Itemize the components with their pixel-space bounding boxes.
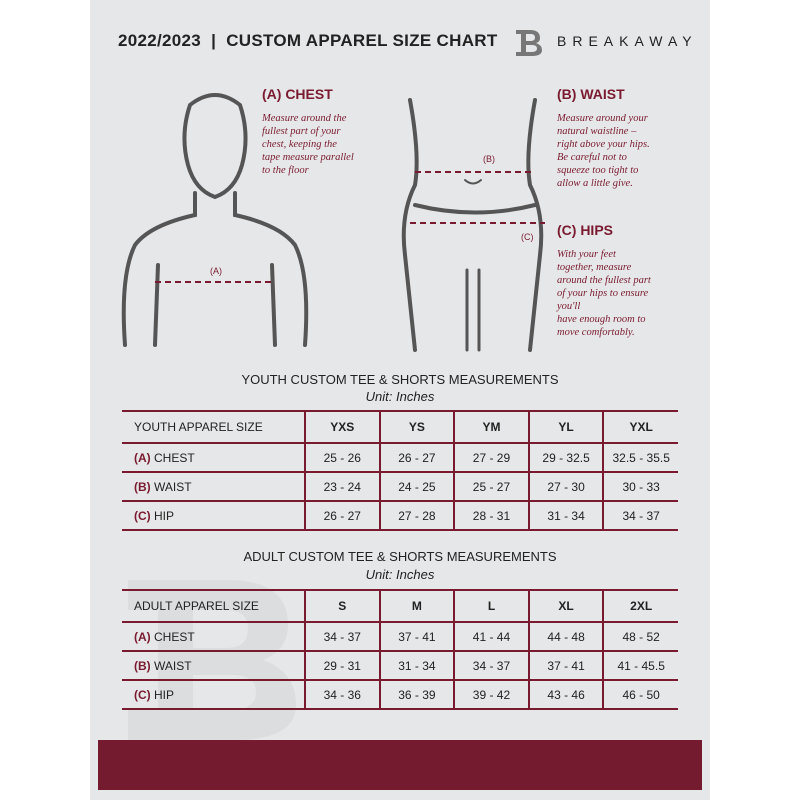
- description-line: chest, keeping the: [262, 139, 337, 150]
- header-row: [122, 590, 678, 622]
- size-label: YOUTH APPAREL SIZE: [122, 411, 305, 443]
- measure-value: 30 - 33: [603, 472, 678, 501]
- waist-description: [557, 112, 650, 190]
- measure-value: 36 - 39: [380, 680, 455, 709]
- description-line: fullest part of your: [262, 126, 341, 137]
- measure-value: 37 - 41: [380, 622, 455, 651]
- measure-name: WAIST: [154, 658, 192, 673]
- hips-marker: (C): [521, 232, 534, 242]
- measure-value: 27 - 29: [454, 443, 529, 472]
- youth-size-table: [122, 410, 678, 531]
- measure-code: (A): [134, 450, 151, 465]
- description-line: natural waistline –: [557, 126, 637, 137]
- measure-name: CHEST: [154, 450, 195, 465]
- description-line: right above your hips.: [557, 139, 650, 150]
- measure-name: WAIST: [154, 479, 192, 494]
- description-line: Be careful not to: [557, 152, 627, 163]
- description-line: together, measure: [557, 262, 632, 273]
- table-row: [122, 472, 678, 501]
- description-line: have enough room to: [557, 314, 646, 325]
- measure-label: [122, 622, 305, 651]
- measure-value: 29 - 31: [305, 651, 380, 680]
- measure-name: HIP: [154, 508, 175, 523]
- measure-code: (C): [134, 687, 151, 702]
- measure-name: CHEST: [154, 629, 195, 644]
- measure-code: (C): [134, 508, 151, 523]
- measure-value: 31 - 34: [380, 651, 455, 680]
- chest-description: [262, 112, 354, 177]
- description-line: squeeze too tight to: [557, 165, 639, 176]
- chest-marker: (A): [210, 266, 222, 276]
- header-row: [122, 411, 678, 443]
- measure-value: 34 - 37: [305, 622, 380, 651]
- size-header: M: [380, 590, 455, 622]
- measure-value: 24 - 25: [380, 472, 455, 501]
- hips-description: [557, 248, 651, 339]
- description-line: around the fullest part: [557, 275, 651, 286]
- adult-unit: Unit: Inches: [365, 567, 435, 582]
- description-line: to the floor: [262, 165, 309, 176]
- measure-value: 39 - 42: [454, 680, 529, 709]
- table-row: [122, 651, 678, 680]
- youth-unit: Unit: Inches: [365, 389, 435, 404]
- size-header: L: [454, 590, 529, 622]
- description-line: you'll: [557, 301, 581, 312]
- brand-name: BREAKAWAY: [557, 33, 698, 49]
- size-header: YXL: [603, 411, 678, 443]
- table-row: [122, 501, 678, 530]
- size-label: ADULT APPAREL SIZE: [122, 590, 305, 622]
- size-header: YXS: [305, 411, 380, 443]
- adult-size-table: [122, 589, 678, 710]
- hips-heading: (C) HIPS: [557, 222, 613, 238]
- footer-bar: [98, 740, 702, 790]
- size-header: 2XL: [603, 590, 678, 622]
- description-line: allow a little give.: [557, 178, 633, 189]
- measure-value: 32.5 - 35.5: [603, 443, 678, 472]
- description-line: move comfortably.: [557, 327, 635, 338]
- measure-value: 28 - 31: [454, 501, 529, 530]
- measure-value: 31 - 34: [529, 501, 604, 530]
- measure-value: 25 - 27: [454, 472, 529, 501]
- description-line: of your hips to ensure: [557, 288, 649, 299]
- table-row: [122, 622, 678, 651]
- measure-code: (A): [134, 629, 151, 644]
- measure-label: [122, 472, 305, 501]
- size-header: YM: [454, 411, 529, 443]
- chest-heading: (A) CHEST: [262, 86, 333, 102]
- waist-marker: (B): [483, 154, 495, 164]
- waist-heading: (B) WAIST: [557, 86, 625, 102]
- measure-value: 26 - 27: [380, 443, 455, 472]
- description-line: Measure around your: [557, 113, 648, 124]
- measure-value: 46 - 50: [603, 680, 678, 709]
- measure-value: 34 - 36: [305, 680, 380, 709]
- measure-label: [122, 651, 305, 680]
- measure-value: 34 - 37: [454, 651, 529, 680]
- measure-value: 48 - 52: [603, 622, 678, 651]
- measure-name: HIP: [154, 687, 175, 702]
- measure-code: (B): [134, 479, 151, 494]
- size-header: YS: [380, 411, 455, 443]
- measure-label: [122, 501, 305, 530]
- measure-value: 26 - 27: [305, 501, 380, 530]
- size-header: S: [305, 590, 380, 622]
- youth-table-title: YOUTH CUSTOM TEE & SHORTS MEASUREMENTS: [241, 372, 559, 387]
- description-line: tape measure parallel: [262, 152, 354, 163]
- measure-value: 44 - 48: [529, 622, 604, 651]
- measure-value: 43 - 46: [529, 680, 604, 709]
- measure-label: [122, 443, 305, 472]
- page-title: 2022/2023 | CUSTOM APPAREL SIZE CHART: [118, 31, 498, 50]
- adult-table-title: ADULT CUSTOM TEE & SHORTS MEASUREMENTS: [243, 549, 557, 564]
- measure-value: 34 - 37: [603, 501, 678, 530]
- table-row: [122, 680, 678, 709]
- size-header: YL: [529, 411, 604, 443]
- measure-value: 25 - 26: [305, 443, 380, 472]
- measure-value: 37 - 41: [529, 651, 604, 680]
- measure-label: [122, 680, 305, 709]
- measure-value: 23 - 24: [305, 472, 380, 501]
- breakaway-logo: [512, 26, 544, 58]
- measure-value: 41 - 45.5: [603, 651, 678, 680]
- description-line: Measure around the: [262, 113, 347, 124]
- table-row: [122, 443, 678, 472]
- measure-value: 29 - 32.5: [529, 443, 604, 472]
- measure-code: (B): [134, 658, 151, 673]
- measure-value: 27 - 30: [529, 472, 604, 501]
- description-line: With your feet: [557, 249, 616, 260]
- lower-body-illustration: [395, 95, 555, 355]
- measure-value: 27 - 28: [380, 501, 455, 530]
- measure-value: 41 - 44: [454, 622, 529, 651]
- size-header: XL: [529, 590, 604, 622]
